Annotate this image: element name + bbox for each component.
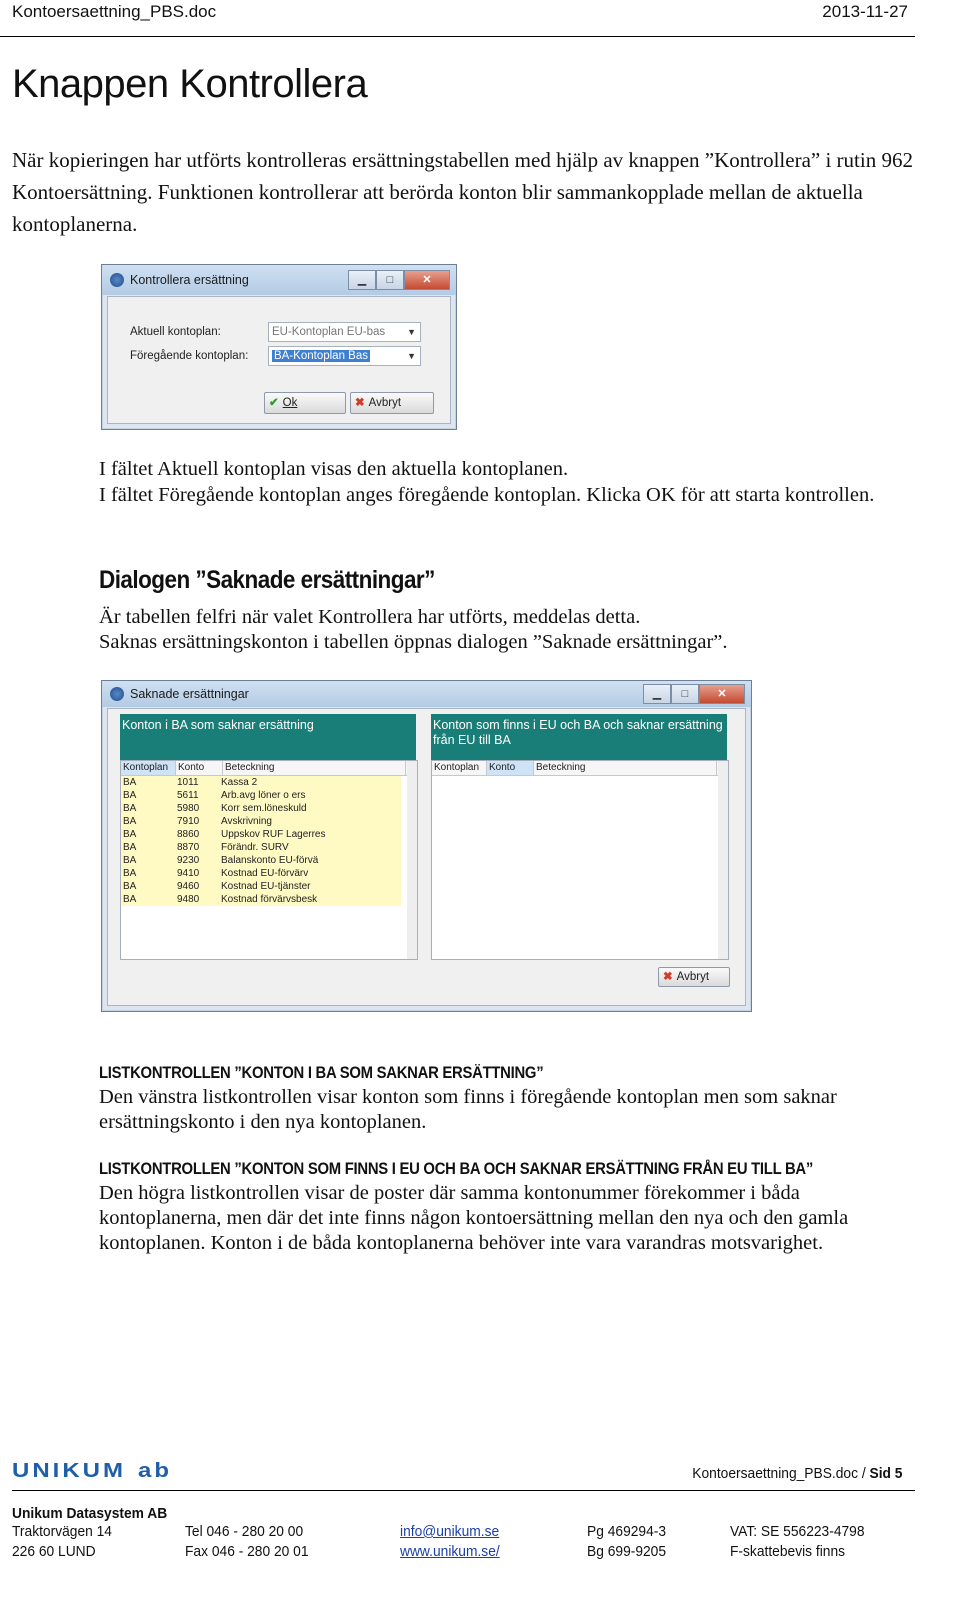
check-icon: ✔ [269, 397, 279, 409]
cell-kontoplan: BA [121, 854, 175, 867]
caption-line: I fältet Aktuell kontoplan visas den aktuella kontoplanen. [99, 458, 569, 480]
cell-beteckning: Korr sem.löneskuld [219, 802, 401, 815]
col-kontoplan[interactable]: Kontoplan [121, 761, 176, 775]
cell-konto: 5980 [175, 802, 219, 815]
maximize-icon[interactable]: □ [376, 270, 404, 290]
maximize-icon[interactable]: □ [671, 684, 699, 704]
intro-paragraph: När kopieringen har utförts kontrolleras ersättningstabellen med hjälp av knappen ”Kontrollera” i rutin 962 Kontoersättning. Funktionen kontrollerar att berörda konton blir sammankopplade mellan de aktuella kontoplanerna. [12, 148, 913, 236]
cell-beteckning: Förändr. SURV [219, 841, 401, 854]
page-number: Sid 5 [869, 1465, 902, 1482]
col-beteckning[interactable]: Beteckning [223, 761, 406, 775]
cell-beteckning: Avskrivning [219, 815, 401, 828]
label-current: Aktuell kontoplan: [130, 326, 221, 338]
sub2-heading: LISTKONTROLLEN ”KONTON SOM FINNS I EU OCH BA OCH SAKNAR ERSÄTTNING FRÅN EU TILL BA” [99, 1160, 814, 1178]
cell-konto: 1011 [175, 776, 219, 789]
footer-email-link[interactable]: info@unikum.se [400, 1523, 500, 1540]
current-plan-combo [268, 322, 421, 342]
cross-icon: ✖ [355, 397, 365, 409]
sub1-body: Den vänstra listkontrollen visar konton som finns i föregående kontoplan men som saknar ersättningskonto i den nya kontoplanen. [99, 1086, 837, 1133]
dialog-saknade [101, 680, 752, 1012]
header-rule [0, 36, 915, 37]
dialog-titlebar [102, 681, 751, 707]
table-row[interactable] [121, 802, 417, 815]
cell-kontoplan: BA [121, 776, 175, 789]
left-list-rows [121, 776, 417, 906]
cell-konto: 9410 [175, 867, 219, 880]
cell-beteckning: Kostnad EU-tjänster [219, 880, 401, 893]
section-heading: Dialogen ”Saknade ersättningar” [99, 566, 435, 594]
table-row[interactable] [121, 867, 417, 880]
header-filename: Kontoersaettning_PBS.doc [12, 2, 217, 21]
table-row[interactable] [121, 776, 417, 789]
table-row[interactable] [121, 815, 417, 828]
sub1-heading: LISTKONTROLLEN ”KONTON I BA SOM SAKNAR ERSÄTTNING” [99, 1064, 544, 1082]
table-row[interactable] [121, 789, 417, 802]
cell-kontoplan: BA [121, 802, 175, 815]
table-row[interactable] [121, 841, 417, 854]
header-date: 2013-11-27 [822, 2, 908, 21]
cell-beteckning: Kostnad EU-förvärv [219, 867, 401, 880]
cell-kontoplan: BA [121, 893, 175, 906]
cell-konto: 5611 [175, 789, 219, 802]
cell-kontoplan: BA [121, 880, 175, 893]
section-body [99, 605, 919, 655]
footer-web-link[interactable]: www.unikum.se/ [400, 1543, 500, 1560]
cell-beteckning: Balanskonto EU-förvä [219, 854, 401, 867]
minimize-icon[interactable]: ▁ [643, 684, 671, 704]
cell-kontoplan: BA [121, 841, 175, 854]
sub2-body: Den högra listkontrollen visar de poster där samma kontonummer förekommer i båda kontoplanerna, men där det inte finns någon kontoersättning mellan den nya och den gamla kontoplanen. Konton i de båda kontoplanerna behöver inte vara varandras motsvarighet. [99, 1182, 849, 1254]
cell-konto: 8860 [175, 828, 219, 841]
page-title: Knappen Kontrollera [12, 62, 368, 106]
section-line: Saknas ersättningskonton i tabellen öppnas dialogen ”Saknade ersättningar”. [99, 631, 728, 653]
footer-fskatt: F-skattebevis finns [730, 1543, 846, 1560]
minimize-icon[interactable]: ▁ [348, 270, 376, 290]
dialog-client [107, 296, 451, 424]
close-icon[interactable]: ✕ [699, 684, 745, 704]
table-row[interactable] [121, 880, 417, 893]
cell-konto: 9460 [175, 880, 219, 893]
cell-konto: 9230 [175, 854, 219, 867]
footer-pg: Pg 469294-3 [587, 1523, 667, 1540]
col-beteckning[interactable]: Beteckning [534, 761, 717, 775]
chevron-down-icon: ▼ [407, 327, 416, 337]
dialog-title: Kontrollera ersättning [130, 273, 249, 287]
dialog-kontrollera [101, 264, 457, 430]
cross-icon: ✖ [663, 971, 673, 983]
cell-beteckning: Arb.avg löner o ers [219, 789, 401, 802]
cell-beteckning: Kassa 2 [219, 776, 401, 789]
table-row[interactable] [121, 828, 417, 841]
col-konto[interactable]: Konto [487, 761, 534, 775]
table-row[interactable] [121, 893, 417, 906]
left-listview[interactable] [120, 760, 418, 960]
footer-tel: Tel 046 - 280 20 00 [185, 1523, 304, 1540]
footer-company: Unikum Datasystem AB [12, 1505, 168, 1522]
ok-button[interactable]: ✔ Ok [264, 392, 346, 414]
left-list-header: Konton i BA som saknar ersättning [120, 714, 416, 760]
current-plan-value: EU-Kontoplan EU-bas [272, 326, 386, 338]
cell-konto: 7910 [175, 815, 219, 828]
previous-plan-value: BA-Kontoplan Bas [274, 350, 368, 362]
app-icon [110, 687, 124, 701]
app-icon [110, 273, 124, 287]
cell-kontoplan: BA [121, 828, 175, 841]
footer-bg: Bg 699-9205 [587, 1543, 667, 1560]
cell-kontoplan: BA [121, 815, 175, 828]
col-konto[interactable]: Konto [176, 761, 223, 775]
dialog-client [107, 708, 746, 1006]
dialog-title: Saknade ersättningar [130, 687, 249, 701]
right-listview[interactable] [431, 760, 729, 960]
previous-plan-combo[interactable] [268, 346, 421, 366]
right-list-header: Konton som finns i EU och BA och saknar ersättning från EU till BA [431, 714, 727, 760]
footer-vat: VAT: SE 556223-4798 [730, 1523, 865, 1540]
dialog-titlebar [102, 265, 456, 295]
cell-konto: 9480 [175, 893, 219, 906]
chevron-down-icon[interactable]: ▼ [407, 351, 416, 361]
vertical-scrollbar[interactable] [718, 761, 728, 959]
cancel-button[interactable]: ✖ Avbryt [350, 392, 434, 414]
vertical-scrollbar[interactable] [407, 761, 417, 959]
table-row[interactable] [121, 854, 417, 867]
cancel-button[interactable]: ✖ Avbryt [658, 967, 730, 987]
section-line: Är tabellen felfri när valet Kontrollera har utförts, meddelas detta. [99, 606, 641, 628]
footer-street: Traktorvägen 14 [12, 1523, 112, 1540]
cell-kontoplan: BA [121, 867, 175, 880]
col-kontoplan[interactable]: Kontoplan [432, 761, 487, 775]
footer-page: Kontoersaettning_PBS.doc / Sid 5 [691, 1465, 902, 1482]
footer-fax: Fax 046 - 280 20 01 [185, 1543, 309, 1560]
right-list-columns [432, 761, 728, 776]
cell-kontoplan: BA [121, 789, 175, 802]
cell-beteckning: Uppskov RUF Lagerres [219, 828, 401, 841]
close-icon[interactable]: ✕ [404, 270, 450, 290]
caption-fields [99, 456, 899, 508]
cell-beteckning: Kostnad förvärvsbesk [219, 893, 401, 906]
footer-city: 226 60 LUND [12, 1543, 96, 1560]
footer-rule [12, 1490, 915, 1491]
caption-line: I fältet Föregående kontoplan anges föregående kontoplan. Klicka OK för att starta kontrollen. [99, 484, 875, 506]
left-list-columns [121, 761, 417, 776]
label-previous: Föregående kontoplan: [130, 350, 249, 362]
company-logo: UNIKUM ab [12, 1459, 173, 1483]
cell-konto: 8870 [175, 841, 219, 854]
